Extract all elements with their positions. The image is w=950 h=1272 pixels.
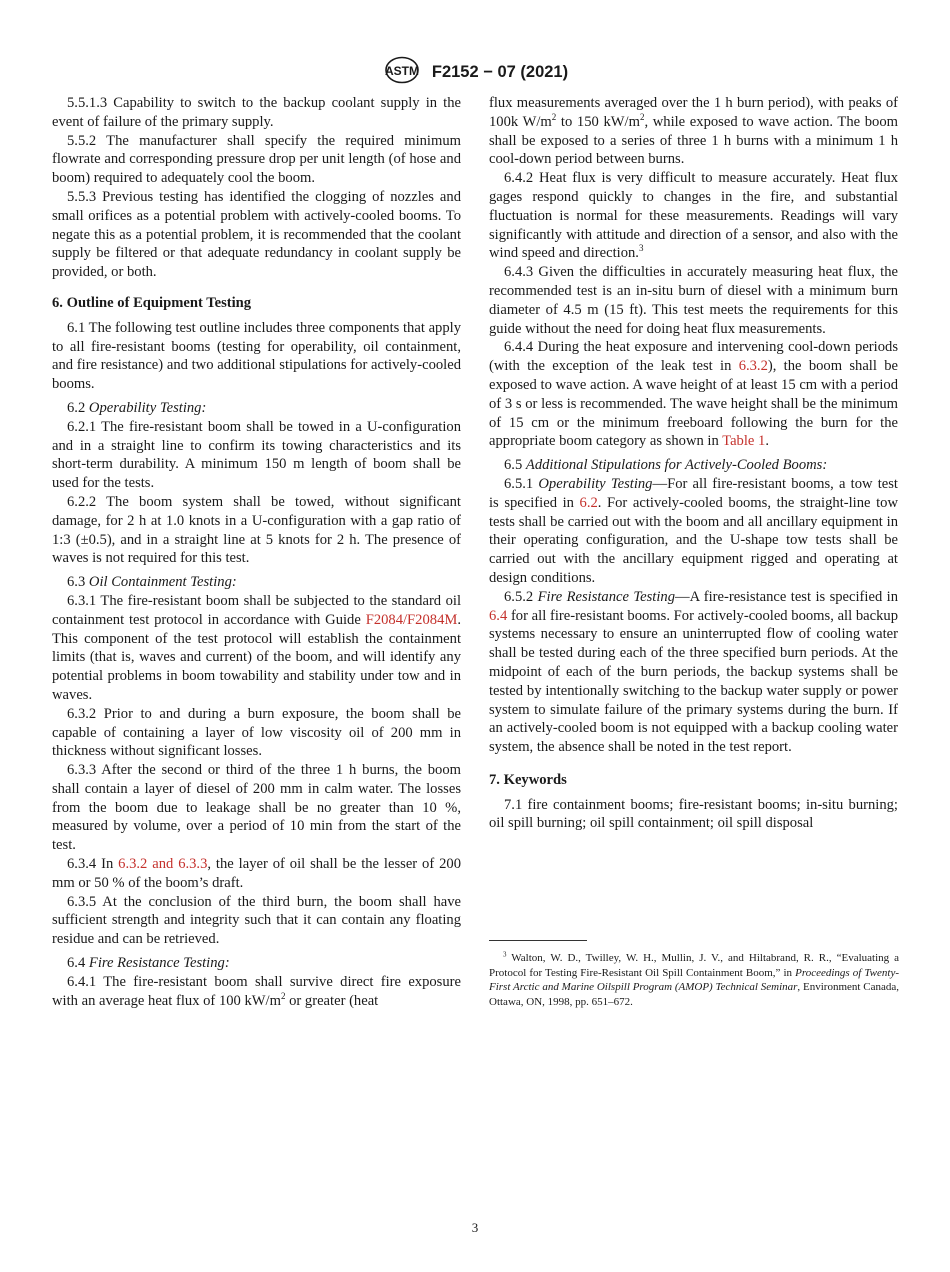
para-6-5-2: 6.5.2 Fire Resistance Testing—A fire-resistance test is specified in 6.4 for all fire-resistant booms. For actively-cooled booms, all backup systems necessary to ensure an uninterrupted flow of cooling water shall be tested during each of the three specified burn periods. At the midpoint of each of the burn periods, the backup systems shall be tested by intentionally switching to the backup water supply or power system to simulate failure of the primary systems during the burn. If an actively-cooled boom is not equipped with a backup cooling water system, the absence shall be noted in the test report.: [489, 588, 898, 756]
para-6-2-1: 6.2.1 The fire-resistant boom shall be towed in a U-configuration and in a straight line to confirm its towing characteristics and its short-term durability. A minimum 150 m length of boom shall be used for the tests.: [52, 418, 461, 492]
para-6-4-2: 6.4.2 Heat flux is very difficult to measure accurately. Heat flux gages respond quickly to changes in the fire, and substantial fluctuation is normal for these measurements. Readings will vary significantly with attitude and direction of a sensor, and also with the wind speed and direction.$^3$: [489, 170, 898, 262]
para-5-5-2: 5.5.2 The manufacturer shall specify the required minimum flowrate and corresponding pressure drop per unit length (of hose and boom) required to adequately cool the boom.: [52, 132, 461, 187]
link-f2084[interactable]: F2084/F2084M: [365, 611, 458, 628]
section-7-heading: 7. Keywords: [489, 771, 567, 788]
para-6-4-3: 6.4.3 Given the difficulties in accurately measuring heat flux, the recommended test is an in-situ burn of diesel with a minimum burn diameter of 4.5 m (15 ft). This test meets the requirements for this guide without the need for doing heat flux measurements.: [489, 264, 898, 337]
para-6-1: 6.1 The following test outline includes three components that apply to all fire-resistant booms (testing for operability, oil containment, and fire resistance) and two additional stipulations for actively-cooled booms.: [52, 319, 461, 393]
para-6-4-1-continued: flux measurements averaged over the 1 h burn period), with peaks of 100k $W/m^2$ to 150 $kW/m^2$, while exposed to wave action. The boom shall be exposed to a series of three 1 h burns with a minimum 1 h cool-down period between burns.: [489, 95, 898, 168]
footnote-3: $^3$ Walton, W. D., Twilley, W. H., Mullin, J. V., and Hiltabrand, R. R., “Evaluating a Protocol for Testing Fire-Resistant Oil Spill Containment Boom,” in Proceedings of Twenty-First Arctic and Marine Oilspill Program (AMOP) Technical Seminar, Environment Canada, Ottawa, ON, 1998, pp. 651–672.: [489, 950, 899, 1008]
para-6-5-1: 6.5.1 Operability Testing—For all fire-resistant booms, a tow test is specified in 6.2. For actively-cooled booms, the straight-line tow tests shall be carried out with the boom and all ancillary equipment in their operating configuration, and the U-shape tow tests shall be carried out with the ancillary equipment rigged and operating at design conditions.: [489, 475, 898, 586]
link-6-3-2-and-6-3-3[interactable]: 6.3.2 and 6.3.3: [118, 856, 208, 873]
para-6-3-1: 6.3.1 The fire-resistant boom shall be subjected to the standard oil containment test protocol in accordance with Guide F2084/F2084M. This component of the test protocol will establish the containment limits (that is, waves and current) of the boom, and will identify any potential problems in boom towability and stability under tow and in waves.: [52, 592, 461, 703]
para-6-3-4: 6.3.4 In 6.3.2 and 6.3.3, the layer of oil shall be the lesser of 200 mm or 50 % of the boom’s draft.: [52, 856, 461, 891]
para-6-2: 6.2 Operability Testing:: [67, 399, 207, 416]
para-6-5: 6.5 Additional Stipulations for Actively-Cooled Booms:: [504, 457, 828, 474]
link-6-3-2[interactable]: 6.3.2: [738, 358, 768, 375]
para-6-4: 6.4 Fire Resistance Testing:: [67, 955, 230, 972]
link-table-1[interactable]: Table 1: [722, 433, 766, 450]
astm-logo-icon: [382, 56, 422, 89]
para-6-2-2: 6.2.2 The boom system shall be towed, without significant damage, for 2 h at 1.0 knots in a U-configuration with a gap ratio of 1:3 (±0.5), and in a straight line at 5 knots for 2 h. The presence of waves is not required for this test.: [52, 493, 461, 567]
link-6-4[interactable]: 6.4: [489, 607, 508, 624]
page-number: 3: [471, 1220, 479, 1235]
para-6-4-1: 6.4.1 The fire-resistant boom shall survive direct fire exposure with an average heat flux of 100 $kW/m^2$ or greater (heat: [52, 973, 461, 1009]
section-6-heading: 6. Outline of Equipment Testing: [52, 294, 252, 311]
page-header: [0, 56, 950, 89]
para-6-3: 6.3 Oil Containment Testing:: [67, 574, 237, 591]
right-column: [489, 94, 898, 833]
standard-designation: F2152 − 07 (2021): [431, 63, 569, 81]
para-6-3-2: 6.3.2 Prior to and during a burn exposure, the boom shall be capable of containing a layer of low viscosity oil of 200 mm in thickness without significant losses.: [52, 705, 461, 760]
para-5-5-1-3: 5.5.1.3 Capability to switch to the backup coolant supply in the event of failure of the primary supply.: [52, 95, 461, 130]
para-6-3-5: 6.3.5 At the conclusion of the third burn, the boom shall have sufficient strength and integrity such that it can contain any floating residue and can be retrieved.: [52, 893, 461, 948]
footnote-divider: [489, 940, 587, 941]
link-6-2[interactable]: 6.2: [579, 494, 598, 511]
para-5-5-3: 5.5.3 Previous testing has identified the clogging of nozzles and small orifices as a potential problem with actively-cooled booms. To negate this as a potential problem, it is recommended that the coolant supply be filtered or that adequate redundancy in coolant supply be provided, or both.: [52, 188, 461, 281]
para-6-4-4: 6.4.4 During the heat exposure and intervening cool-down periods (with the exception of the leak test in 6.3.2), the boom shall be exposed to wave action. A wave height of at least 15 cm with a period of 3 s or less is recommended. The wave height shall be the minimum of 15 cm or the minimum freeboard following the burn for the appropriate boom category as shown in Table 1.: [489, 339, 898, 450]
para-6-3-3: 6.3.3 After the second or third of the three 1 h burns, the boom shall contain a layer of diesel of 200 mm in calm water. The losses from the boom due to leakage shall be no greater than 10 %, measured by volume, over a period of 10 min from the start of the test.: [52, 762, 461, 854]
para-7-1: 7.1 fire containment booms; fire-resistant booms; in-situ burning; oil spill burning; oil spill containment; oil spill disposal: [489, 796, 898, 832]
svg-text:ASTM: ASTM: [384, 64, 419, 78]
left-column: [52, 94, 461, 1010]
